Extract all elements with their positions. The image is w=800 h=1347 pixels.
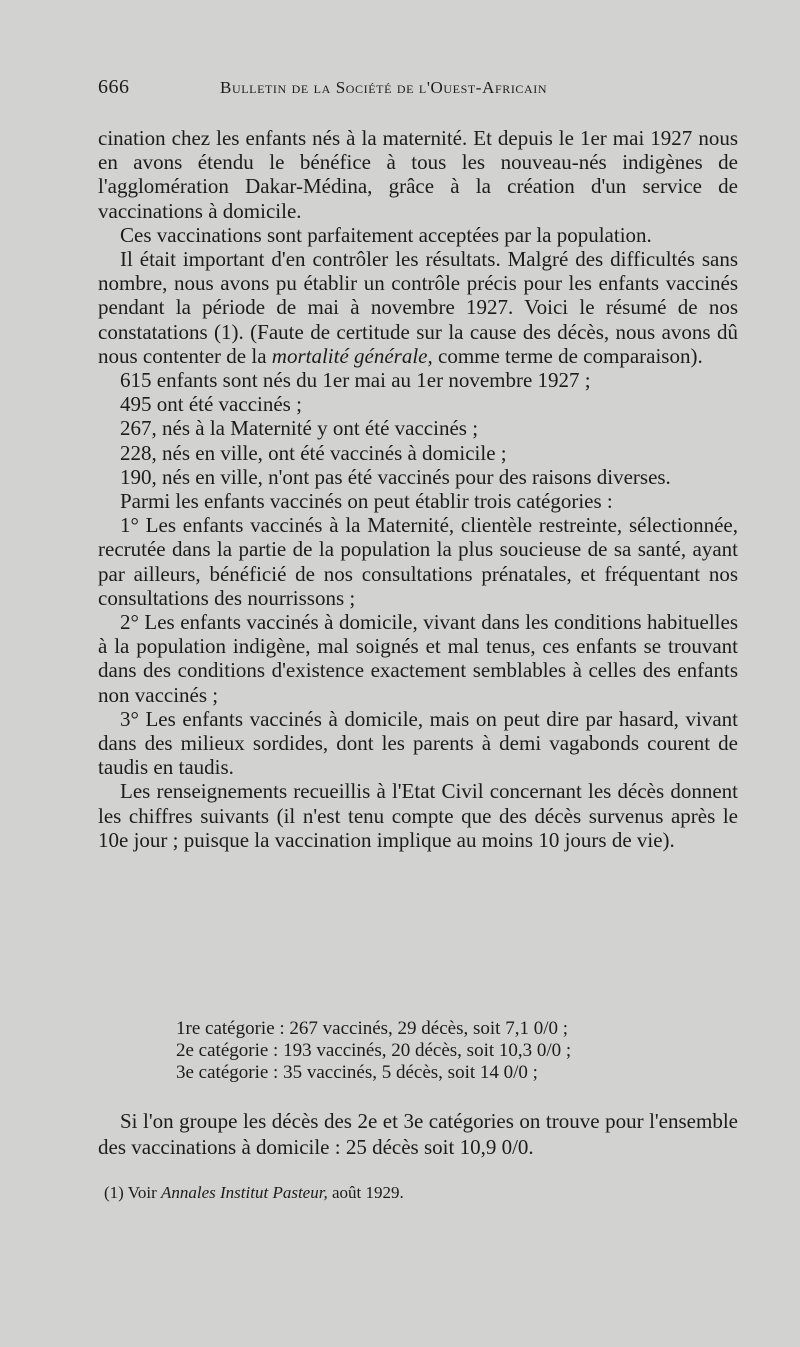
- list-item: 495 ont été vaccinés ;: [120, 392, 302, 417]
- list-item: 267, nés à la Maternité y ont été vaccinés ;: [120, 416, 479, 441]
- paragraph-text: , comme terme de comparaison).: [427, 343, 703, 368]
- footnote: [104, 1182, 724, 1204]
- category-item: 1° Les enfants vaccinés à la Maternité, clientèle restreinte, sélectionnée, recrutée dans la partie de la population la plus soucieuse de sa santé, ayant par ailleurs, bénéficié de nos consultations prénatales, et fréquentant nos consultations des nourrissons ;: [98, 513, 738, 610]
- list-item: 615 enfants sont nés du 1er mai au 1er novembre 1927 ;: [120, 368, 591, 393]
- list-item: 228, nés en ville, ont été vaccinés à domicile ;: [120, 440, 507, 465]
- statistics-row: 1re catégorie : 267 vaccinés, 29 décès, soit 7,1 0/0 ;: [176, 1018, 569, 1039]
- statistics-row: 2e catégorie : 193 vaccinés, 20 décès, soit 10,3 0/0 ;: [176, 1040, 572, 1061]
- footnote-prefix: (1) Voir: [104, 1183, 157, 1202]
- paragraph-text: Il était important d'en contrôler les résultats. Malgré des difficultés sans nombre, nous avons pu établir un contrôle précis pour les enfants vaccinés pendant la période de mai à novembre 1927. Voici le résumé de nos constatations (1). (Faute de certitude sur la cause des décès, nous avons dû nous contenter de la: [98, 247, 738, 368]
- statistics-block: [176, 1018, 646, 1084]
- footnote-source: Annales Institut Pasteur,: [161, 1183, 328, 1202]
- page-header: [98, 76, 738, 106]
- paragraph: [98, 247, 738, 368]
- paragraph: cination chez les enfants nés à la maternité. Et depuis le 1er mai 1927 nous en avons étendu le bénéfice à tous les nouveau-nés indigènes de l'agglomération Dakar-Médina, grâce à la création d'un service de vaccinations à domicile.: [98, 126, 738, 223]
- body-text: [98, 126, 738, 852]
- footnote-date: août 1929.: [331, 1183, 404, 1202]
- list-item: 190, nés en ville, n'ont pas été vaccinés pour des raisons diverses.: [120, 464, 671, 489]
- paragraph: Ces vaccinations sont parfaitement acceptées par la population.: [120, 222, 652, 247]
- page-number: 666: [98, 76, 130, 98]
- summary-paragraph: [98, 1108, 738, 1160]
- category-item: 3° Les enfants vaccinés à domicile, mais on peut dire par hasard, vivant dans des milieux sordides, dont les parents à demi vagabonds courent de taudis en taudis.: [98, 706, 738, 780]
- summary-text: Si l'on groupe les décès des 2e et 3e catégories on trouve pour l'ensemble des vaccinations à domicile : 25 décès soit 10,9 0/0.: [98, 1109, 738, 1159]
- category-item: 2° Les enfants vaccinés à domicile, vivant dans les conditions habituelles à la population indigène, mal soignés et mal tenus, ces enfants se trouvant dans des conditions d'existence exactement semblables à celles des enfants non vaccinés ;: [98, 610, 738, 707]
- emphasis-text: mortalité générale: [271, 343, 428, 368]
- statistics-row: 3e catégorie : 35 vaccinés, 5 décès, soit 14 0/0 ;: [176, 1062, 538, 1083]
- paragraph: Parmi les enfants vaccinés on peut établir trois catégories :: [120, 489, 613, 514]
- running-title: Bulletin de la Société de l'Ouest-Africain: [220, 78, 548, 97]
- paragraph: Les renseignements recueillis à l'Etat Civil concernant les décès donnent les chiffres suivants (il n'est tenu compte que des décès survenus après le 10e jour ; puisque la vaccination implique au moins 10 jours de vie).: [98, 779, 738, 852]
